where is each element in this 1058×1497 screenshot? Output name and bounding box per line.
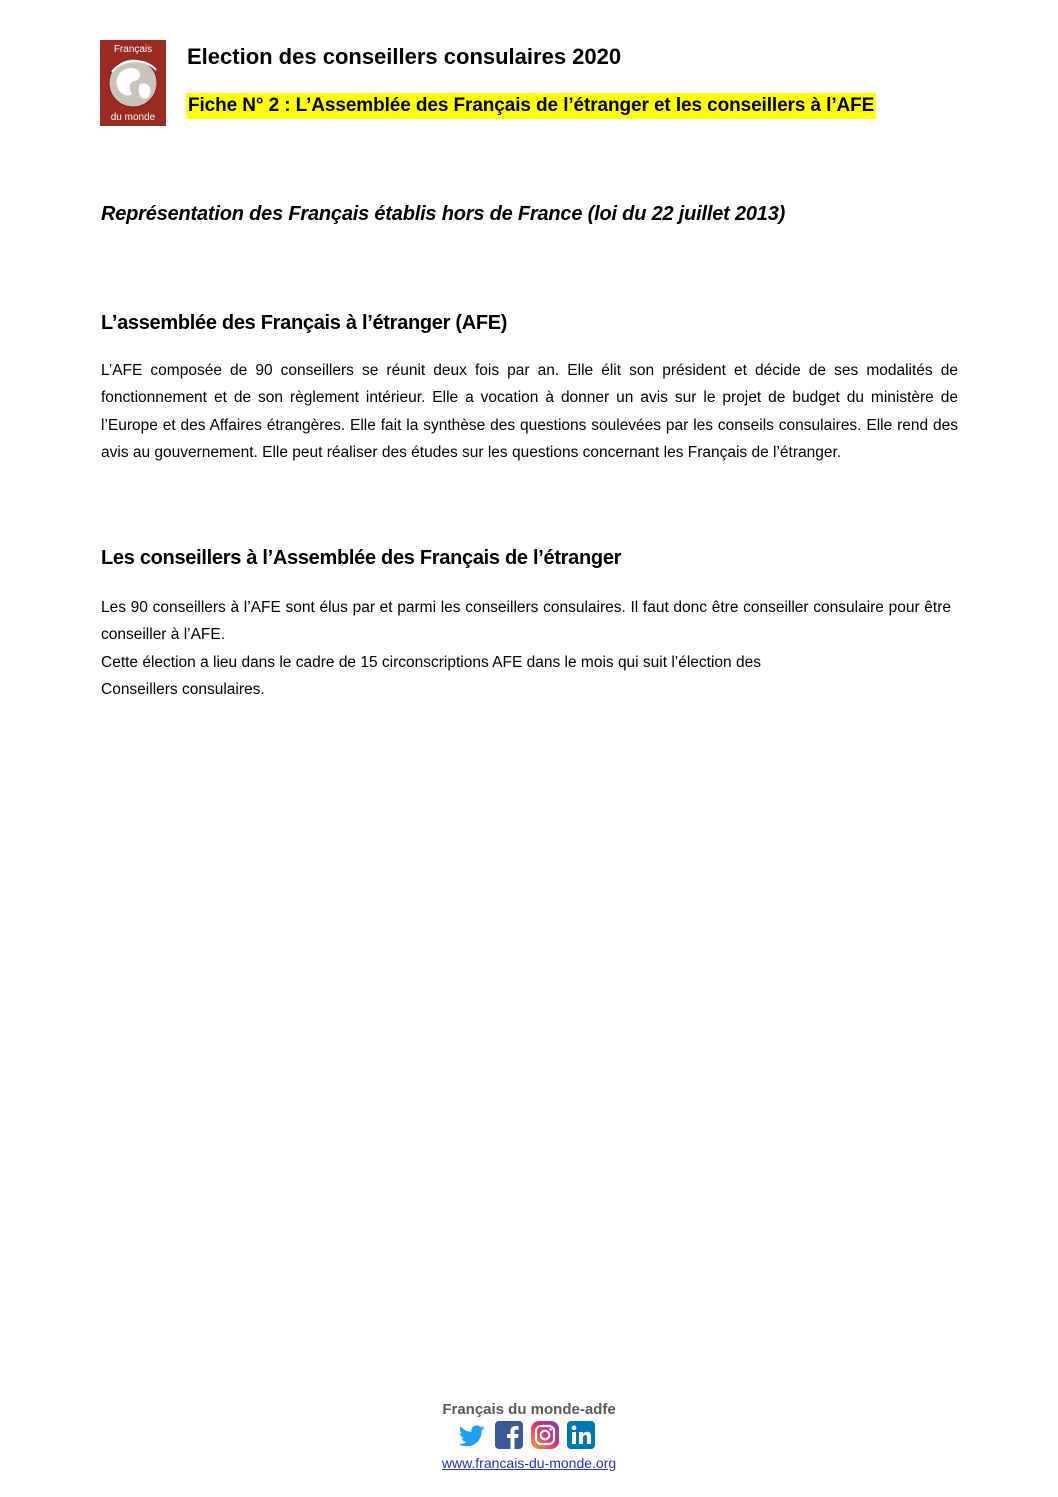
instagram-icon[interactable] xyxy=(530,1420,560,1450)
paragraph: L’AFE composée de 90 conseillers se réunit deux fois par an. Elle élit son président et décide de ses modalités de fonctionnement et de son règlement intérieur. Elle a vocation à donner un avis sur le projet de budget du ministère de l’Europe et des Affaires étrangères. Elle fait la synthèse des questions soulevées par les conseils consulaires. Elle rend des avis au gouvernement. Elle peut réaliser des études sur les questions concernant les Français de l’étranger. xyxy=(101,362,958,461)
facebook-icon[interactable] xyxy=(494,1420,524,1450)
paragraph-line: Conseillers consulaires. xyxy=(101,680,265,698)
section-heading-conseillers: Les conseillers à l’Assemblée des Français de l’étranger xyxy=(101,547,622,569)
paragraph-line: Cette élection a lieu dans le cadre de 15 circonscriptions AFE dans le mois qui suit l’élection des xyxy=(101,653,761,671)
section-body-afe xyxy=(101,357,958,466)
fiche-title: Fiche N° 2 : L’Assemblée des Français de l’étranger et les conseillers à l’AFE xyxy=(186,93,876,119)
paragraph: Les 90 conseillers à l’AFE sont élus par et parmi les conseillers consulaires. Il faut donc être conseiller consulaire pour être conseiller à l’AFE. xyxy=(101,599,951,644)
social-icons xyxy=(458,1420,596,1450)
document-title: Election des conseillers consulaires 2020 xyxy=(187,44,622,69)
linkedin-icon[interactable] xyxy=(566,1420,596,1450)
twitter-icon[interactable] xyxy=(458,1420,488,1450)
logo-text-bottom: du monde xyxy=(110,112,156,123)
section-heading-afe: L’assemblée des Français à l’étranger (AFE) xyxy=(101,312,508,334)
logo xyxy=(100,40,166,126)
subtitle: Représentation des Français établis hors de France (loi du 22 juillet 2013) xyxy=(101,203,786,225)
section-body-conseillers xyxy=(101,594,951,703)
globe-icon xyxy=(104,54,162,112)
website-link[interactable]: www.francais-du-monde.org xyxy=(441,1455,617,1471)
logo-text-top: Français xyxy=(113,44,153,55)
footer-org-name: Français du monde-adfe xyxy=(442,1401,616,1418)
